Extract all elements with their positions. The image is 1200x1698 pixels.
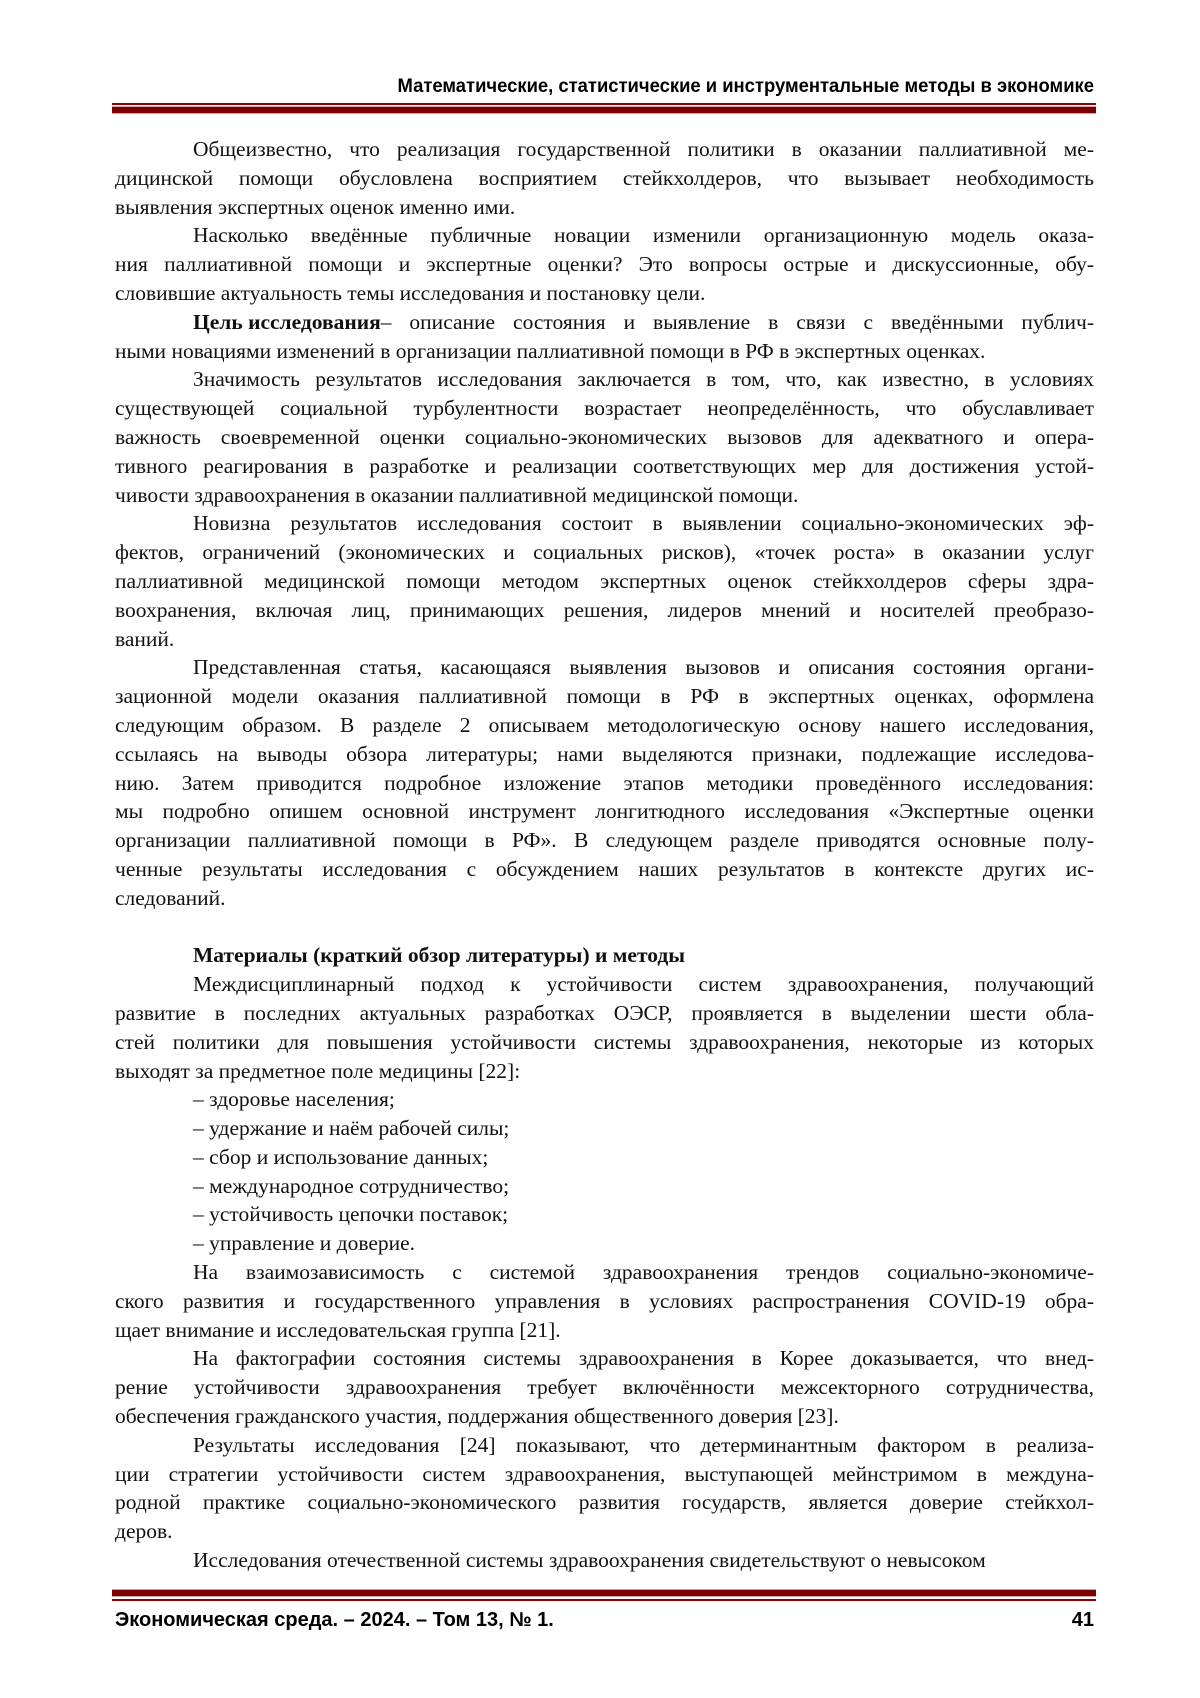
text-line: важность своевременной оценки социально-экономических вызовов для адекватного и опера- [115, 423, 1094, 452]
list-item: – здоровье населения; [115, 1085, 1094, 1114]
text-line: Новизна результатов исследования состоит в выявлении социально-экономических эф- [115, 509, 1094, 538]
text-line: щает внимание и исследовательская группа [21]. [115, 1316, 1094, 1345]
text-line-rest: – описание состояния и выявление в связи с введёнными публич- [381, 308, 1094, 337]
text-line: ции стратегии устойчивости систем здравоохранения, выступающей мейнстримом в междуна- [115, 1460, 1094, 1489]
blank-line [115, 913, 1094, 942]
header-rule-thin [112, 103, 1096, 105]
header-rule-thick [112, 107, 1096, 113]
text-line: ния паллиативной помощи и экспертные оценки? Это вопросы острые и дискуссионные, обу- [115, 250, 1094, 279]
text-line: Исследования отечественной системы здравоохранения свидетельствуют о невысоком [115, 1546, 1094, 1575]
text-line: воохранения, включая лиц, принимающих решения, лидеров мнений и носителей преобразо- [115, 596, 1094, 625]
text-line: развитие в последних актуальных разработках ОЭСР, проявляется в выделении шести обла- [115, 999, 1094, 1028]
paragraph [115, 308, 1094, 366]
text-line: Общеизвестно, что реализация государственной политики в оказании паллиативной ме- [115, 135, 1094, 164]
text-line: ваний. [115, 625, 1094, 654]
footer-rule-thick [112, 1590, 1096, 1596]
text-line: фектов, ограничений (экономических и социальных рисков), «точек роста» в оказании услуг [115, 538, 1094, 567]
section-heading [115, 941, 1094, 970]
text-line: ского развития и государственного управления в условиях распространения COVID-19 обра- [115, 1287, 1094, 1316]
list-item: – сбор и использование данных; [115, 1143, 1094, 1172]
text-line: На фактографии состояния системы здравоохранения в Корее доказывается, что внед- [115, 1344, 1094, 1373]
text-line: чивости здравоохранения в оказании паллиативной медицинской помощи. [115, 481, 1094, 510]
journal-citation: Экономическая среда. – 2024. – Том 13, № 1. [115, 1609, 554, 1632]
list-item: – устойчивость цепочки поставок; [115, 1200, 1094, 1229]
text-line: деров. [115, 1517, 1094, 1546]
text-line: дицинской помощи обусловлена восприятием стейкхолдеров, что вызывает необходимость [115, 164, 1094, 193]
paragraph [115, 1431, 1094, 1546]
paragraph [115, 1344, 1094, 1430]
text-line: ссылаясь на выводы обзора литературы; нами выделяются признаки, подлежащие исследова- [115, 740, 1094, 769]
text-line: нию. Затем приводится подробное изложение этапов методики проведённого исследования: [115, 769, 1094, 798]
text-line: Представленная статья, касающаяся выявления вызовов и описания состояния органи- [115, 653, 1094, 682]
paragraph [115, 509, 1094, 653]
text-line: Насколько введённые публичные новации изменили организационную модель оказа- [115, 221, 1094, 250]
text-line: организации паллиативной помощи в РФ». В следующем разделе приводятся основные полу- [115, 826, 1094, 855]
text-line: стей политики для повышения устойчивости системы здравоохранения, некоторые из которых [115, 1028, 1094, 1057]
paragraph [115, 1258, 1094, 1344]
text-line: существующей социальной турбулентности возрастает неопределённость, что обуславливает [115, 394, 1094, 423]
page-number: 41 [1072, 1609, 1094, 1632]
text-line: следований. [115, 884, 1094, 913]
paragraph [115, 365, 1094, 509]
text-line: зационной модели оказания паллиативной помощи в РФ в экспертных оценках, оформлена [115, 682, 1094, 711]
text-line: мы подробно опишем основной инструмент лонгитюдного исследования «Экспертные оценки [115, 797, 1094, 826]
text-line: Результаты исследования [24] показывают, что детерминантным фактором в реализа- [115, 1431, 1094, 1460]
footer-rule-thin [112, 1599, 1096, 1601]
running-footer [115, 1609, 1094, 1632]
paragraph-lead: Цель исследования [193, 308, 381, 337]
text-line: Материалы (краткий обзор литературы) и методы [115, 941, 1094, 970]
text-line: словившие актуальность темы исследования и постановку цели. [115, 279, 1094, 308]
text-line: паллиативной медицинской помощи методом экспертных оценок стейкхолдеров сферы здра- [115, 567, 1094, 596]
text-line: ными новациями изменений в организации паллиативной помощи в РФ в экспертных оценках. [115, 337, 1094, 366]
text-line: выявления экспертных оценок именно ими. [115, 193, 1094, 222]
text-line: обеспечения гражданского участия, поддержания общественного доверия [23]. [115, 1402, 1094, 1431]
text-line: рение устойчивости здравоохранения требует включённости межсекторного сотрудничества, [115, 1373, 1094, 1402]
text-line: следующим образом. В разделе 2 описываем методологическую основу нашего исследования, [115, 711, 1094, 740]
list-item: – удержание и наём рабочей силы; [115, 1114, 1094, 1143]
paragraph [115, 970, 1094, 1085]
paragraph [115, 653, 1094, 912]
list-item: – управление и доверие. [115, 1229, 1094, 1258]
paragraph [115, 221, 1094, 307]
text-line [115, 308, 1094, 337]
text-line: родной практике социально-экономического развития государств, является доверие стейкхол- [115, 1488, 1094, 1517]
list-item: – международное сотрудничество; [115, 1172, 1094, 1201]
text-line: ченные результаты исследования с обсуждением наших результатов в контексте других ис- [115, 855, 1094, 884]
text-line: тивного реагирования в разработке и реализации соответствующих мер для достижения устой- [115, 452, 1094, 481]
text-line: Значимость результатов исследования заключается в том, что, как известно, в условиях [115, 365, 1094, 394]
text-line: На взаимозависимость с системой здравоохранения трендов социально-экономиче- [115, 1258, 1094, 1287]
text-line: Междисциплинарный подход к устойчивости систем здравоохранения, получающий [115, 970, 1094, 999]
paragraph [115, 1546, 1094, 1575]
text-line: выходят за предметное поле медицины [22]: [115, 1057, 1094, 1086]
bullet-list [115, 1085, 1094, 1258]
running-header: Математические, статистические и инструментальные методы в экономике [144, 76, 1094, 98]
article-body [115, 135, 1094, 1575]
paragraph [115, 135, 1094, 221]
